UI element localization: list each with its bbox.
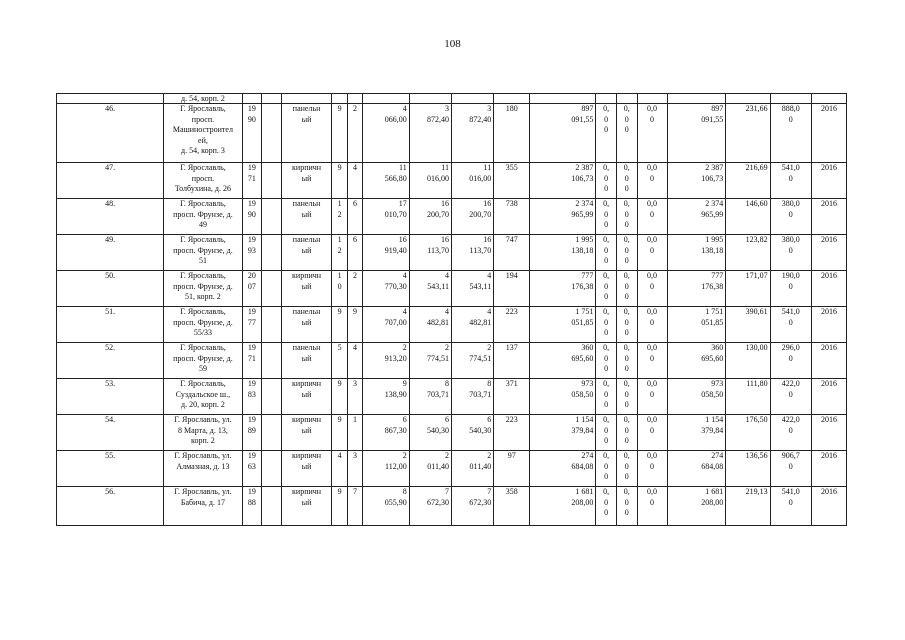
living-area-cell: 3 872,40 — [409, 104, 451, 163]
fund-b-cell: 0, 0 0 — [616, 104, 637, 163]
fund-c-cell: 0,0 0 — [637, 199, 667, 235]
houses-table — [56, 93, 847, 526]
fund-a-cell: 0, 0 0 — [596, 415, 617, 451]
row-number-cell: 56. — [57, 487, 164, 526]
max-cost-cell: 422,0 0 — [770, 415, 811, 451]
living-area-cell: 11 016,00 — [409, 163, 451, 199]
total-cost-cell: 897 091,55 — [530, 104, 596, 163]
fund-b-cell: 0, 0 0 — [616, 163, 637, 199]
year-cell: 19 71 — [242, 343, 262, 379]
wall-material-cell: кирпичн ый — [281, 379, 332, 415]
blank-cell — [262, 487, 282, 526]
living-area-cell: 16 200,70 — [409, 199, 451, 235]
address-cell: Г. Ярославль, просп. Фрунзе, д. 51 — [164, 235, 242, 271]
table-row — [57, 451, 847, 487]
wall-material-cell: кирпичн ый — [281, 415, 332, 451]
max-cost-cell: 380,0 0 — [770, 199, 811, 235]
blank-cell — [262, 104, 282, 163]
year-cell: 19 71 — [242, 163, 262, 199]
table-row — [57, 379, 847, 415]
address-cell: Г. Ярославль, Суздальское ш., д. 20, корп. 2 — [164, 379, 242, 415]
wall-material-cell: панельн ый — [281, 235, 332, 271]
residential-area-cell: 6 540,30 — [451, 415, 493, 451]
fund-a-cell: 0, 0 0 — [596, 307, 617, 343]
table-row — [57, 271, 847, 307]
owner-funds-cell: 1 681 208,00 — [667, 487, 726, 526]
residential-area-cell: 7 672,30 — [451, 487, 493, 526]
max-cost-cell: 422,0 0 — [770, 379, 811, 415]
max-cost-cell: 906,7 0 — [770, 451, 811, 487]
owner-funds-cell: 1 751 051,85 — [667, 307, 726, 343]
residential-area-cell: 2 774,51 — [451, 343, 493, 379]
term-cell: 2016 — [811, 163, 846, 199]
year-cell: 19 90 — [242, 104, 262, 163]
row-number-cell: 52. — [57, 343, 164, 379]
living-area-cell: 2 011,40 — [409, 451, 451, 487]
table-row — [57, 307, 847, 343]
unit-cost-cell: 390,61 — [726, 307, 770, 343]
total-cost-cell: 1 995 138,18 — [530, 235, 596, 271]
continuation-address: д. 54, корп. 2 — [164, 94, 242, 104]
residential-area-cell: 16 113,70 — [451, 235, 493, 271]
fund-b-cell: 0, 0 0 — [616, 415, 637, 451]
fund-a-cell: 0, 0 0 — [596, 199, 617, 235]
page-number: 108 — [444, 38, 461, 50]
residents-cell: 738 — [494, 199, 530, 235]
address-cell: Г. Ярославль, просп. Фрунзе, д. 55/33 — [164, 307, 242, 343]
residential-area-cell: 11 016,00 — [451, 163, 493, 199]
total-area-cell: 2 112,00 — [363, 451, 409, 487]
address-cell: Г. Ярославль, просп. Фрунзе, д. 49 — [164, 199, 242, 235]
row-number-cell: 47. — [57, 163, 164, 199]
fund-a-cell: 0, 0 0 — [596, 487, 617, 526]
residents-cell: 747 — [494, 235, 530, 271]
fund-c-cell: 0,0 0 — [637, 104, 667, 163]
fund-b-cell: 0, 0 0 — [616, 271, 637, 307]
total-area-cell: 11 566,80 — [363, 163, 409, 199]
address-cell: Г. Ярославль, просп. Фрунзе, д. 51, корп. 2 — [164, 271, 242, 307]
year-cell: 19 83 — [242, 379, 262, 415]
total-cost-cell: 360 695,60 — [530, 343, 596, 379]
year-cell: 19 63 — [242, 451, 262, 487]
total-area-cell: 2 913,20 — [363, 343, 409, 379]
floors-cell: 9 — [332, 163, 347, 199]
table-row — [57, 104, 847, 163]
blank-cell — [262, 451, 282, 487]
wall-material-cell: кирпичн ый — [281, 487, 332, 526]
entrances-cell: 2 — [347, 104, 362, 163]
floors-cell: 9 — [332, 487, 347, 526]
unit-cost-cell: 216,69 — [726, 163, 770, 199]
fund-c-cell: 0,0 0 — [637, 379, 667, 415]
table-row — [57, 415, 847, 451]
entrances-cell: 7 — [347, 487, 362, 526]
floors-cell: 1 0 — [332, 271, 347, 307]
owner-funds-cell: 274 684,08 — [667, 451, 726, 487]
fund-a-cell: 0, 0 0 — [596, 379, 617, 415]
blank-cell — [262, 307, 282, 343]
total-area-cell: 9 138,90 — [363, 379, 409, 415]
address-cell: Г. Ярославль, просп. Машиностроител ей, д. 54, корп. 3 — [164, 104, 242, 163]
term-cell: 2016 — [811, 415, 846, 451]
fund-c-cell: 0,0 0 — [637, 343, 667, 379]
residents-cell: 97 — [494, 451, 530, 487]
max-cost-cell: 541,0 0 — [770, 163, 811, 199]
row-number-cell: 49. — [57, 235, 164, 271]
living-area-cell: 4 482,81 — [409, 307, 451, 343]
residents-cell: 371 — [494, 379, 530, 415]
max-cost-cell: 296,0 0 — [770, 343, 811, 379]
address-cell: Г. Ярославль, просп. Фрунзе, д. 59 — [164, 343, 242, 379]
wall-material-cell: панельн ый — [281, 199, 332, 235]
total-area-cell: 6 867,30 — [363, 415, 409, 451]
residents-cell: 358 — [494, 487, 530, 526]
unit-cost-cell: 171,07 — [726, 271, 770, 307]
total-area-cell: 4 066,00 — [363, 104, 409, 163]
blank-cell — [262, 163, 282, 199]
blank-cell — [262, 415, 282, 451]
residential-area-cell: 2 011,40 — [451, 451, 493, 487]
row-number-cell: 54. — [57, 415, 164, 451]
residential-area-cell: 3 872,40 — [451, 104, 493, 163]
fund-a-cell: 0, 0 0 — [596, 235, 617, 271]
fund-c-cell: 0,0 0 — [637, 415, 667, 451]
fund-c-cell: 0,0 0 — [637, 271, 667, 307]
total-cost-cell: 2 387 106,73 — [530, 163, 596, 199]
residents-cell: 223 — [494, 307, 530, 343]
living-area-cell: 4 543,11 — [409, 271, 451, 307]
owner-funds-cell: 1 154 379,84 — [667, 415, 726, 451]
wall-material-cell: кирпичн ый — [281, 163, 332, 199]
owner-funds-cell: 897 091,55 — [667, 104, 726, 163]
fund-a-cell: 0, 0 0 — [596, 271, 617, 307]
fund-a-cell: 0, 0 0 — [596, 343, 617, 379]
unit-cost-cell: 146,60 — [726, 199, 770, 235]
blank-cell — [262, 343, 282, 379]
entrances-cell: 9 — [347, 307, 362, 343]
owner-funds-cell: 1 995 138,18 — [667, 235, 726, 271]
floors-cell: 9 — [332, 379, 347, 415]
living-area-cell: 2 774,51 — [409, 343, 451, 379]
max-cost-cell: 888,0 0 — [770, 104, 811, 163]
total-cost-cell: 973 058,50 — [530, 379, 596, 415]
fund-b-cell: 0, 0 0 — [616, 235, 637, 271]
term-cell: 2016 — [811, 235, 846, 271]
floors-cell: 1 2 — [332, 235, 347, 271]
floors-cell: 4 — [332, 451, 347, 487]
wall-material-cell: панельн ый — [281, 104, 332, 163]
wall-material-cell: панельн ый — [281, 343, 332, 379]
fund-b-cell: 0, 0 0 — [616, 199, 637, 235]
blank-cell — [262, 379, 282, 415]
total-cost-cell: 1 681 208,00 — [530, 487, 596, 526]
fund-a-cell: 0, 0 0 — [596, 163, 617, 199]
fund-c-cell: 0,0 0 — [637, 487, 667, 526]
fund-c-cell: 0,0 0 — [637, 451, 667, 487]
residents-cell: 194 — [494, 271, 530, 307]
floors-cell: 5 — [332, 343, 347, 379]
living-area-cell: 6 540,30 — [409, 415, 451, 451]
row-number-cell: 53. — [57, 379, 164, 415]
entrances-cell: 1 — [347, 415, 362, 451]
floors-cell: 9 — [332, 104, 347, 163]
table-row — [57, 199, 847, 235]
unit-cost-cell: 130,00 — [726, 343, 770, 379]
residents-cell: 137 — [494, 343, 530, 379]
residential-area-cell: 4 543,11 — [451, 271, 493, 307]
term-cell: 2016 — [811, 307, 846, 343]
year-cell: 19 90 — [242, 199, 262, 235]
owner-funds-cell: 973 058,50 — [667, 379, 726, 415]
year-cell: 19 93 — [242, 235, 262, 271]
total-cost-cell: 1 154 379,84 — [530, 415, 596, 451]
address-cell: Г. Ярославль, ул. 8 Марта, д. 13, корп. 2 — [164, 415, 242, 451]
fund-c-cell: 0,0 0 — [637, 307, 667, 343]
fund-b-cell: 0, 0 0 — [616, 343, 637, 379]
total-cost-cell: 274 684,08 — [530, 451, 596, 487]
term-cell: 2016 — [811, 104, 846, 163]
fund-a-cell: 0, 0 0 — [596, 451, 617, 487]
fund-b-cell: 0, 0 0 — [616, 307, 637, 343]
total-area-cell: 8 055,90 — [363, 487, 409, 526]
total-cost-cell: 2 374 965,99 — [530, 199, 596, 235]
year-cell: 19 88 — [242, 487, 262, 526]
entrances-cell: 3 — [347, 379, 362, 415]
living-area-cell: 16 113,70 — [409, 235, 451, 271]
entrances-cell: 6 — [347, 199, 362, 235]
unit-cost-cell: 111,80 — [726, 379, 770, 415]
fund-c-cell: 0,0 0 — [637, 235, 667, 271]
living-area-cell: 8 703,71 — [409, 379, 451, 415]
row-number-cell: 51. — [57, 307, 164, 343]
total-cost-cell: 777 176,38 — [530, 271, 596, 307]
wall-material-cell: панельн ый — [281, 307, 332, 343]
unit-cost-cell: 136,56 — [726, 451, 770, 487]
term-cell: 2016 — [811, 451, 846, 487]
blank-cell — [262, 271, 282, 307]
total-cost-cell: 1 751 051,85 — [530, 307, 596, 343]
blank-cell — [262, 235, 282, 271]
fund-b-cell: 0, 0 0 — [616, 451, 637, 487]
residents-cell: 180 — [494, 104, 530, 163]
term-cell: 2016 — [811, 343, 846, 379]
total-area-cell: 4 770,30 — [363, 271, 409, 307]
fund-c-cell: 0,0 0 — [637, 163, 667, 199]
year-cell: 19 89 — [242, 415, 262, 451]
total-area-cell: 17 010,70 — [363, 199, 409, 235]
table-row — [57, 343, 847, 379]
unit-cost-cell: 219,13 — [726, 487, 770, 526]
table-row — [57, 163, 847, 199]
row-number-cell: 50. — [57, 271, 164, 307]
unit-cost-cell: 231,66 — [726, 104, 770, 163]
owner-funds-cell: 777 176,38 — [667, 271, 726, 307]
row-number-cell: 48. — [57, 199, 164, 235]
entrances-cell: 4 — [347, 163, 362, 199]
max-cost-cell: 541,0 0 — [770, 307, 811, 343]
continuation-row — [57, 94, 847, 104]
term-cell: 2016 — [811, 487, 846, 526]
residents-cell: 355 — [494, 163, 530, 199]
unit-cost-cell: 123,82 — [726, 235, 770, 271]
floors-cell: 9 — [332, 307, 347, 343]
total-area-cell: 16 919,40 — [363, 235, 409, 271]
total-area-cell: 4 707,00 — [363, 307, 409, 343]
year-cell: 19 77 — [242, 307, 262, 343]
term-cell: 2016 — [811, 271, 846, 307]
residential-area-cell: 4 482,81 — [451, 307, 493, 343]
term-cell: 2016 — [811, 379, 846, 415]
entrances-cell: 6 — [347, 235, 362, 271]
floors-cell: 9 — [332, 415, 347, 451]
address-cell: Г. Ярославль, просп. Толбухина, д. 26 — [164, 163, 242, 199]
max-cost-cell: 380,0 0 — [770, 235, 811, 271]
wall-material-cell: кирпичн ый — [281, 271, 332, 307]
unit-cost-cell: 176,50 — [726, 415, 770, 451]
wall-material-cell: кирпичн ый — [281, 451, 332, 487]
entrances-cell: 3 — [347, 451, 362, 487]
row-number-cell: 46. — [57, 104, 164, 163]
entrances-cell: 4 — [347, 343, 362, 379]
address-cell: Г. Ярославль, ул. Алмазная, д. 13 — [164, 451, 242, 487]
blank-cell — [262, 199, 282, 235]
row-number-cell: 55. — [57, 451, 164, 487]
year-cell: 20 07 — [242, 271, 262, 307]
term-cell: 2016 — [811, 199, 846, 235]
owner-funds-cell: 2 374 965,99 — [667, 199, 726, 235]
living-area-cell: 7 672,30 — [409, 487, 451, 526]
max-cost-cell: 541,0 0 — [770, 487, 811, 526]
table-row — [57, 235, 847, 271]
residents-cell: 223 — [494, 415, 530, 451]
fund-b-cell: 0, 0 0 — [616, 379, 637, 415]
owner-funds-cell: 2 387 106,73 — [667, 163, 726, 199]
max-cost-cell: 190,0 0 — [770, 271, 811, 307]
address-cell: Г. Ярославль, ул. Бабича, д. 17 — [164, 487, 242, 526]
residential-area-cell: 8 703,71 — [451, 379, 493, 415]
owner-funds-cell: 360 695,60 — [667, 343, 726, 379]
floors-cell: 1 2 — [332, 199, 347, 235]
fund-a-cell: 0, 0 0 — [596, 104, 617, 163]
table-row — [57, 487, 847, 526]
fund-b-cell: 0, 0 0 — [616, 487, 637, 526]
entrances-cell: 2 — [347, 271, 362, 307]
residential-area-cell: 16 200,70 — [451, 199, 493, 235]
